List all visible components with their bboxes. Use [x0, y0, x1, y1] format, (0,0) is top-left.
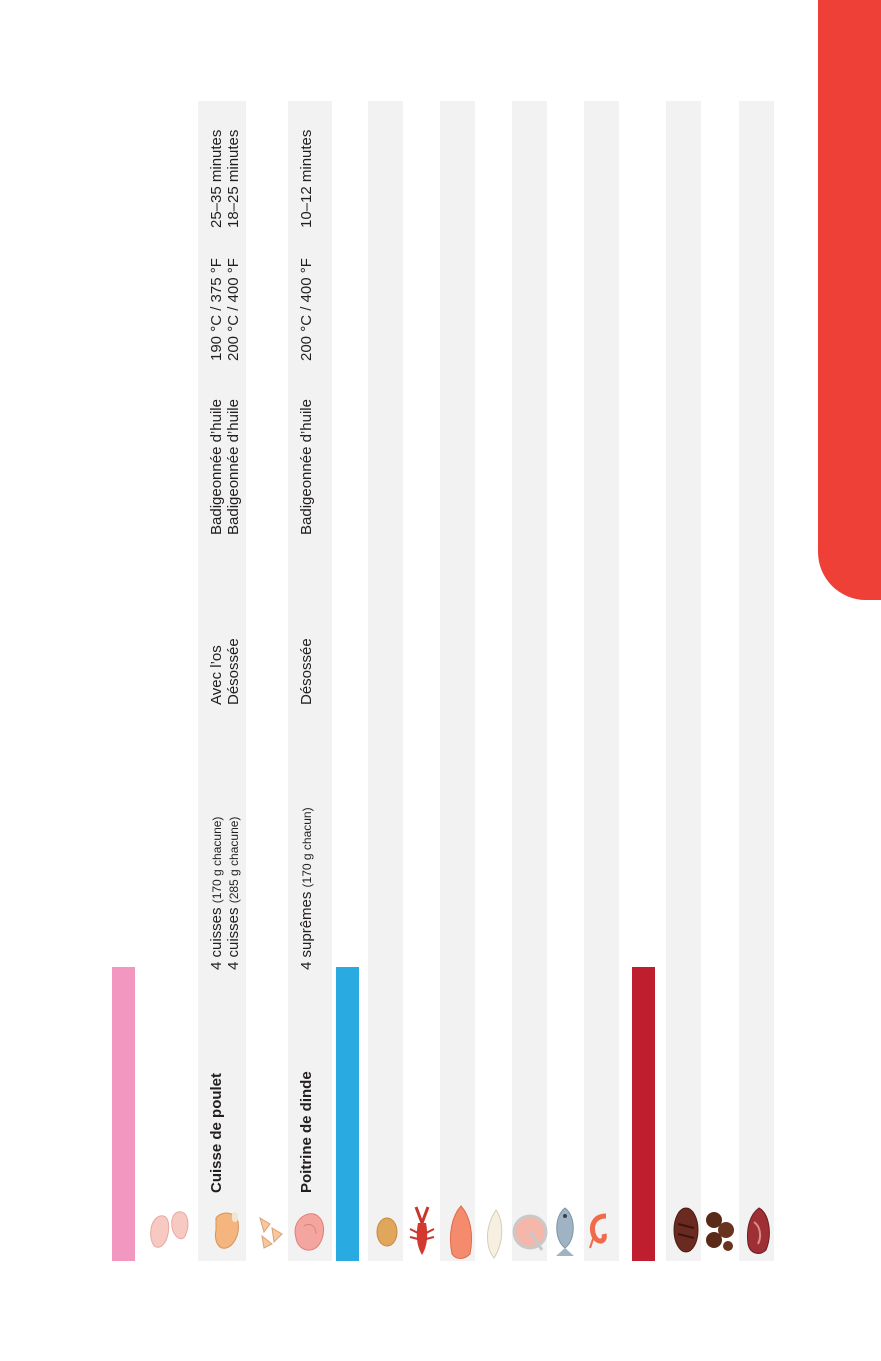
row-1-temp-2: 200 °C / 400 °F — [225, 258, 242, 361]
row-2-prep-1: Badigeonnée d’huile — [298, 399, 315, 535]
row-stripe — [440, 101, 475, 1261]
row-2-name: Poitrine de dinde — [298, 1071, 315, 1193]
row-1-cut-1: Avec l’os — [208, 645, 225, 705]
row-2-quantity-1: 4 suprêmes (170 g chacun) — [298, 807, 315, 970]
chicken-wings-icon — [256, 1214, 286, 1250]
row-1-time-2: 18–25 minutes — [225, 129, 242, 228]
row-stripe — [666, 101, 701, 1261]
row-1-cut-2: Désossée — [225, 638, 242, 705]
row-stripe — [584, 101, 619, 1261]
row-2-cut-1: Désossée — [298, 638, 315, 705]
row-2-time-1: 10–12 minutes — [298, 129, 315, 228]
row-1-name: Cuisse de poulet — [208, 1072, 225, 1193]
chicken-breast-icon — [146, 1206, 192, 1254]
chapter-tab — [818, 0, 881, 600]
row-stripe — [368, 101, 403, 1261]
turkey-breast-icon — [290, 1208, 328, 1254]
shrimp-icon — [586, 1212, 614, 1252]
row-2-temp-1: 200 °C / 400 °F — [298, 258, 315, 361]
meatballs-icon — [702, 1208, 738, 1252]
white-fish-fillet-icon — [482, 1208, 506, 1260]
lobster-icon — [406, 1203, 438, 1257]
burger-patty-icon — [672, 1206, 700, 1254]
salmon-fillet-icon — [446, 1204, 476, 1260]
chicken-thigh-icon — [212, 1210, 242, 1250]
row-1-prep-2: Badigeonnée d’huile — [225, 399, 242, 535]
row-stripe — [512, 101, 547, 1261]
fish-steak-icon — [512, 1210, 548, 1254]
row-1-prep-1: Badigeonnée d’huile — [208, 399, 225, 535]
row-1-time-1: 25–35 minutes — [208, 129, 225, 228]
row-1-temp-1: 190 °C / 375 °F — [208, 258, 225, 361]
meat-section-bar — [632, 967, 655, 1261]
row-1-quantity-1: 4 cuisses (170 g chacune) — [208, 816, 225, 970]
row-1-quantity-2: 4 cuisses (285 g chacune) — [225, 816, 242, 970]
seafood-section-bar — [336, 967, 359, 1261]
crab-cake-icon — [376, 1216, 398, 1248]
whole-fish-icon — [552, 1206, 578, 1256]
steak-icon — [744, 1206, 774, 1256]
poultry-section-bar — [112, 967, 135, 1261]
row-stripe — [739, 101, 774, 1261]
